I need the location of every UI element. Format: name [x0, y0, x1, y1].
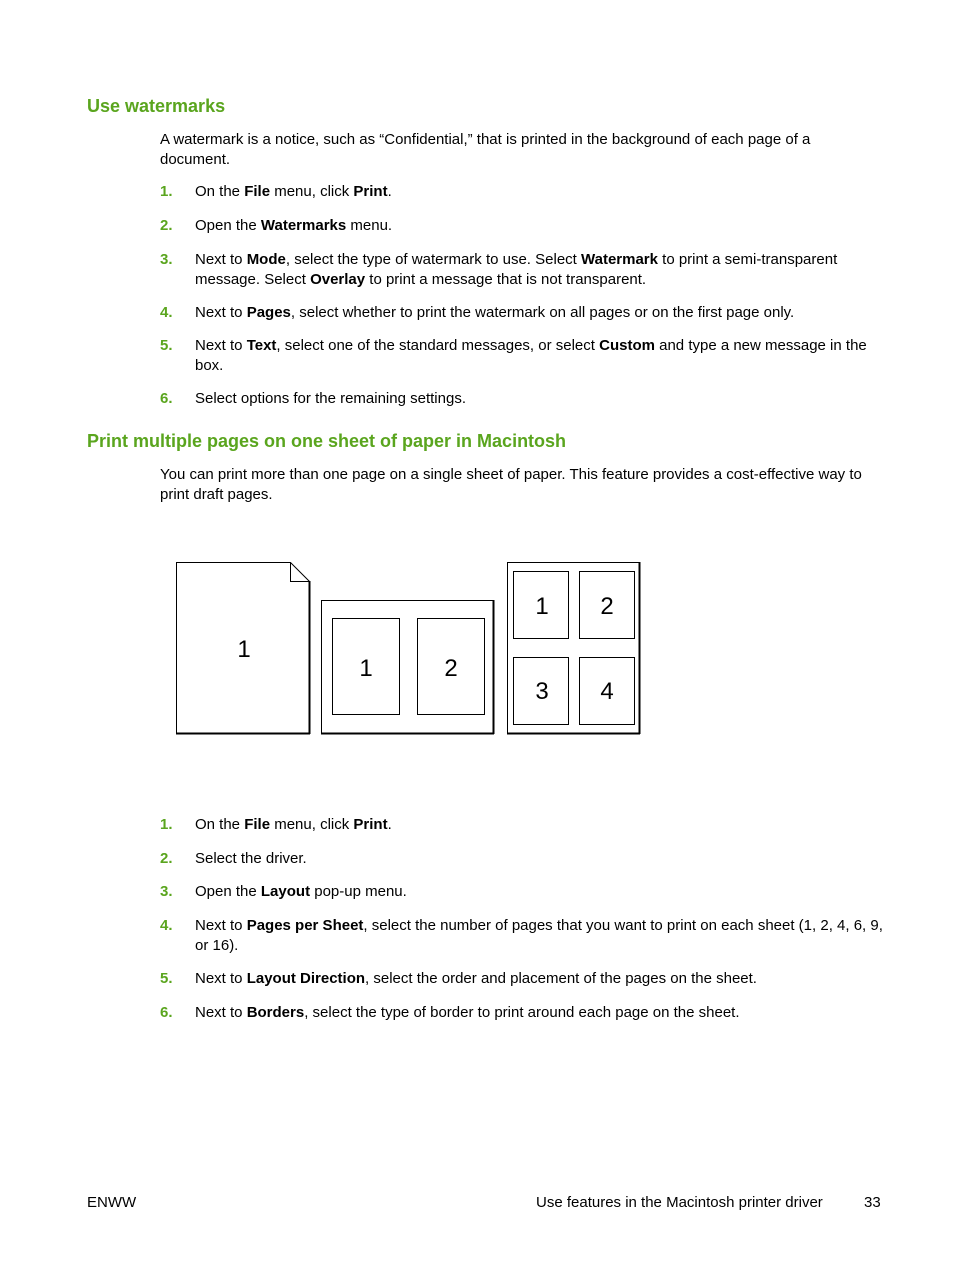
step-text [195, 882, 885, 902]
text-run: . [387, 183, 392, 200]
section-heading-multiple-pages: Print multiple pages on one sheet of paper in Macintosh [87, 431, 567, 451]
step-number: 4. [160, 917, 173, 934]
text-run: On the [195, 816, 245, 833]
text-run: , select the type of watermark to use. Select [285, 251, 581, 268]
text-run: , select one of the standard messages, or select [276, 337, 600, 354]
text-run: , select the number of pages that you want to print on each sheet (1, 2, 4, 6, 9, or 16). [195, 917, 883, 954]
step-text [195, 216, 885, 236]
text-run: Next to [195, 304, 247, 321]
pages-per-sheet-illustration [170, 555, 650, 740]
step-number: 3. [160, 251, 173, 268]
text-run: Next to [195, 337, 247, 354]
step-text [195, 815, 885, 835]
text-run: On the [195, 183, 245, 200]
text-run: Select options for the remaining settings. [195, 390, 466, 407]
step-text [195, 336, 885, 375]
ui-term: Pages [246, 304, 291, 321]
one-page-sheet [176, 563, 310, 735]
ui-term: File [244, 816, 271, 833]
text-run: to print a message that is not transparent. [365, 270, 647, 288]
page-number: 3 [535, 678, 549, 705]
footer-left: ENWW [87, 1194, 137, 1211]
multiple-pages-intro: You can print more than one page on a single sheet of paper. This feature provides a cost-effective way to print draft pages. [160, 466, 862, 503]
text-run: , select whether to print the watermark on all pages or on the first page only. [290, 304, 795, 321]
step-number: 4. [160, 304, 173, 321]
text-run: Next to [195, 970, 247, 987]
text-run: menu. [346, 217, 393, 234]
step-text [195, 969, 885, 989]
page-number: 2 [444, 655, 458, 682]
text-run: and type a new message in the box. [195, 337, 867, 374]
page-number: 1 [359, 655, 373, 682]
watermarks-intro: A watermark is a notice, such as “Confidential,” that is printed in the background of each page of a document. [160, 131, 811, 168]
ui-term: Layout [260, 883, 311, 900]
ui-term: Mode [246, 251, 286, 268]
text-run: Next to [195, 251, 247, 268]
ui-term: Print [353, 183, 388, 200]
text-run: menu, click [270, 183, 354, 200]
ui-term: Pages per Sheet [246, 917, 364, 934]
text-run: Next to [195, 1004, 247, 1021]
step-text [195, 849, 885, 869]
ui-term: Overlay [310, 270, 366, 288]
step-text [195, 250, 885, 289]
step-number: 2. [160, 850, 173, 867]
text-run: pop-up menu. [310, 883, 407, 900]
text-run: . [387, 816, 392, 833]
text-run: , select the order and placement of the pages on the sheet. [365, 970, 757, 987]
step-number: 6. [160, 390, 173, 407]
step-number: 1. [160, 816, 173, 833]
page-number: 2 [600, 593, 614, 620]
page-number: 4 [600, 678, 614, 705]
ui-term: Borders [246, 1004, 305, 1021]
step-text [195, 303, 885, 323]
section-heading-watermarks: Use watermarks [87, 96, 226, 116]
step-number: 2. [160, 217, 173, 234]
text-run: Open the [195, 883, 261, 900]
ui-term: Text [246, 337, 277, 354]
ui-term: Custom [599, 337, 655, 354]
text-run: Next to [195, 917, 247, 934]
ui-term: Print [353, 816, 388, 833]
text-run: Select the driver. [195, 850, 307, 867]
step-text [195, 1003, 885, 1023]
ui-term: Watermark [581, 251, 658, 268]
page-number: 1 [237, 636, 251, 663]
ui-term: Layout Direction [246, 970, 366, 987]
step-number: 6. [160, 1004, 173, 1021]
text-run: , select the type of border to print around each page on the sheet. [304, 1004, 740, 1021]
step-text [195, 389, 885, 409]
page-number: 1 [535, 593, 549, 620]
step-number: 5. [160, 337, 173, 354]
footer-chapter-title: Use features in the Macintosh printer driver [536, 1194, 823, 1211]
step-text [195, 916, 885, 955]
text-run: Open the [195, 217, 261, 234]
four-page-sheet [507, 562, 640, 734]
text-run: to print a semi-transparent message. Select [195, 251, 838, 288]
step-number: 1. [160, 183, 173, 200]
ui-term: Watermarks [260, 217, 347, 234]
step-number: 5. [160, 970, 173, 987]
ui-term: File [244, 183, 271, 200]
step-text [195, 182, 885, 202]
text-run: menu, click [270, 816, 354, 833]
two-page-sheet [321, 600, 494, 734]
step-number: 3. [160, 883, 173, 900]
page-number: 33 [864, 1194, 881, 1211]
